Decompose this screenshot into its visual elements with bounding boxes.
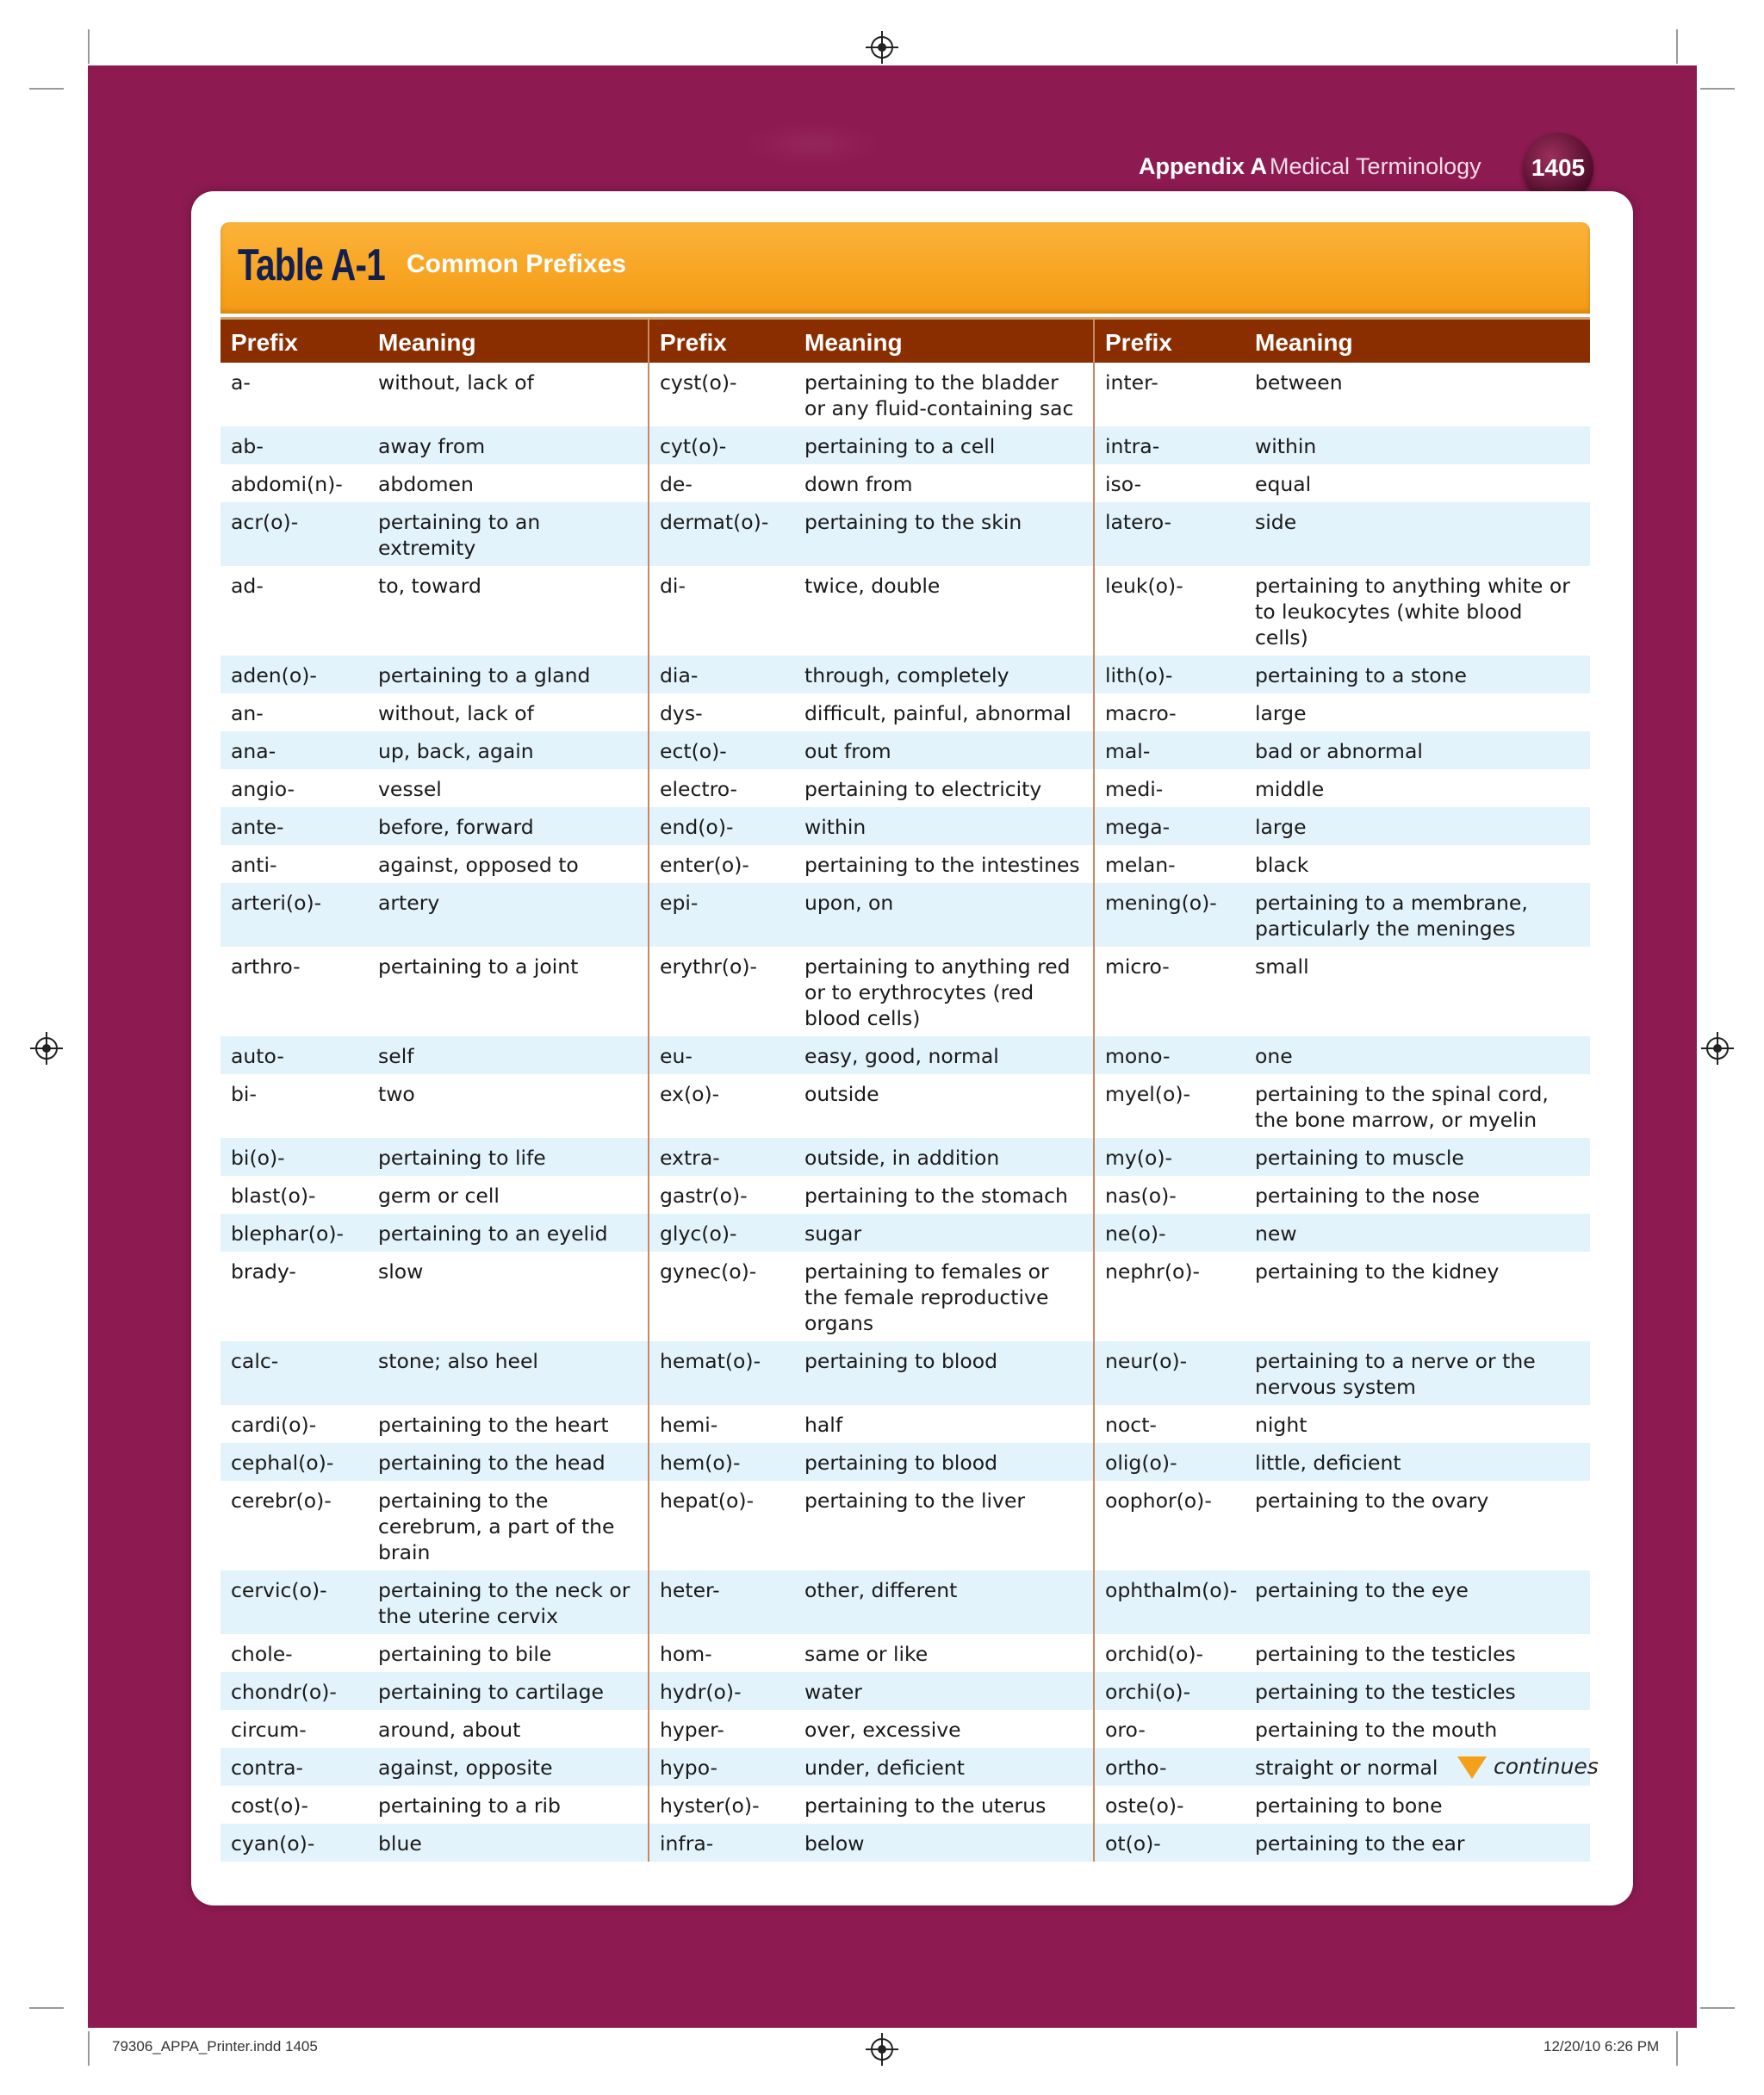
meaning-cell: away from <box>368 426 649 464</box>
prefix-cell: hem(o)- <box>649 1443 794 1481</box>
meaning-cell: upon, on <box>794 883 1094 947</box>
meaning-cell: down from <box>794 464 1094 502</box>
meaning-cell: water <box>794 1672 1094 1710</box>
meaning-cell: vessel <box>368 769 649 807</box>
meaning-cell: pertaining to cartilage <box>368 1672 649 1710</box>
meaning-cell: black <box>1245 845 1590 883</box>
meaning-cell: side <box>1245 502 1590 566</box>
prefix-cell: cerebr(o)- <box>220 1481 368 1570</box>
prefix-cell: hepat(o)- <box>649 1481 794 1570</box>
meaning-cell: pertaining to anything red or to erythrocytes (red blood cells) <box>794 947 1094 1036</box>
prefix-cell: brady- <box>220 1252 368 1341</box>
meaning-cell: abdomen <box>368 464 649 502</box>
table-row <box>220 1138 1590 1176</box>
prefix-cell: my(o)- <box>1094 1138 1245 1176</box>
prefix-cell: cyt(o)- <box>649 426 794 464</box>
meaning-cell: pertaining to blood <box>794 1443 1094 1481</box>
prefix-cell: leuk(o)- <box>1094 566 1245 656</box>
meaning-cell: between <box>1245 363 1590 426</box>
table-row <box>220 1748 1590 1786</box>
prefix-cell: mega- <box>1094 807 1245 845</box>
prefix-cell: cyan(o)- <box>220 1824 368 1862</box>
prefix-cell: bi(o)- <box>220 1138 368 1176</box>
meaning-cell: pertaining to the nose <box>1245 1176 1590 1214</box>
prefix-cell: contra- <box>220 1748 368 1786</box>
prefix-cell: bi- <box>220 1074 368 1138</box>
prefix-cell: mono- <box>1094 1036 1245 1074</box>
prefix-cell: arteri(o)- <box>220 883 368 947</box>
meaning-cell: middle <box>1245 769 1590 807</box>
meaning-cell: pertaining to blood <box>794 1341 1094 1405</box>
prefix-cell: mening(o)- <box>1094 883 1245 947</box>
prefix-cell: angio- <box>220 769 368 807</box>
prefix-cell: cyst(o)- <box>649 363 794 426</box>
prefix-cell: oro- <box>1094 1710 1245 1748</box>
meaning-cell: difficult, painful, abnormal <box>794 693 1094 731</box>
meaning-cell: pertaining to the kidney <box>1245 1252 1590 1341</box>
prefix-cell: olig(o)- <box>1094 1443 1245 1481</box>
table-row <box>220 1252 1590 1341</box>
meaning-cell: without, lack of <box>368 363 649 426</box>
column-header-meaning: Meaning <box>794 319 1094 364</box>
meaning-cell: pertaining to the ovary <box>1245 1481 1590 1570</box>
meaning-cell: pertaining to a rib <box>368 1786 649 1824</box>
table-row <box>220 1443 1590 1481</box>
prefix-cell: mal- <box>1094 731 1245 769</box>
registration-mark-icon <box>871 2038 893 2061</box>
slug-file-info: 79306_APPA_Printer.indd 1405 <box>112 2038 318 2055</box>
prefix-cell: hemi- <box>649 1405 794 1443</box>
meaning-cell: artery <box>368 883 649 947</box>
crop-mark <box>29 88 64 90</box>
meaning-cell: pertaining to the intestines <box>794 845 1094 883</box>
table-row <box>220 807 1590 845</box>
meaning-cell: pertaining to the ear <box>1245 1824 1590 1862</box>
prefix-cell: cephal(o)- <box>220 1443 368 1481</box>
prefix-cell: latero- <box>1094 502 1245 566</box>
table-row <box>220 426 1590 464</box>
prefix-cell: abdomi(n)- <box>220 464 368 502</box>
prefix-cell: aden(o)- <box>220 656 368 693</box>
table-row <box>220 1176 1590 1214</box>
meaning-cell: straight or normal <box>1245 1748 1590 1786</box>
prefix-cell: cost(o)- <box>220 1786 368 1824</box>
meaning-cell: pertaining to the uterus <box>794 1786 1094 1824</box>
table-row <box>220 363 1590 426</box>
prefix-cell: end(o)- <box>649 807 794 845</box>
table-row <box>220 845 1590 883</box>
table-row <box>220 1570 1590 1634</box>
prefix-cell: acr(o)- <box>220 502 368 566</box>
meaning-cell: pertaining to electricity <box>794 769 1094 807</box>
meaning-cell: before, forward <box>368 807 649 845</box>
meaning-cell: large <box>1245 807 1590 845</box>
prefix-cell: erythr(o)- <box>649 947 794 1036</box>
table-row <box>220 947 1590 1036</box>
prefix-cell: eu- <box>649 1036 794 1074</box>
meaning-cell: around, about <box>368 1710 649 1748</box>
prefix-cell: nephr(o)- <box>1094 1252 1245 1341</box>
table-row <box>220 693 1590 731</box>
table-row <box>220 1481 1590 1570</box>
meaning-cell: pertaining to a joint <box>368 947 649 1036</box>
prefix-cell: enter(o)- <box>649 845 794 883</box>
column-header-meaning: Meaning <box>368 319 649 364</box>
prefix-cell: dermat(o)- <box>649 502 794 566</box>
meaning-cell: to, toward <box>368 566 649 656</box>
prefix-cell: medi- <box>1094 769 1245 807</box>
prefix-cell: ana- <box>220 731 368 769</box>
prefix-cell: anti- <box>220 845 368 883</box>
prefix-cell: de- <box>649 464 794 502</box>
prefix-cell: ortho- <box>1094 1748 1245 1786</box>
slug-date: 12/20/10 6:26 PM <box>1544 2038 1660 2055</box>
prefix-cell: gynec(o)- <box>649 1252 794 1341</box>
prefix-cell: ad- <box>220 566 368 656</box>
meaning-cell: self <box>368 1036 649 1074</box>
header-appendix-label: Appendix A <box>1139 153 1268 179</box>
prefix-cell: ante- <box>220 807 368 845</box>
meaning-cell: pertaining to the bladder or any fluid-containing sac <box>794 363 1094 426</box>
prefix-table-container <box>220 317 1590 1862</box>
meaning-cell: pertaining to the skin <box>794 502 1094 566</box>
table-row <box>220 769 1590 807</box>
table-row <box>220 1074 1590 1138</box>
meaning-cell: stone; also heel <box>368 1341 649 1405</box>
meaning-cell: little, deficient <box>1245 1443 1590 1481</box>
prefix-cell: chole- <box>220 1634 368 1672</box>
meaning-cell: pertaining to life <box>368 1138 649 1176</box>
prefix-cell: macro- <box>1094 693 1245 731</box>
meaning-cell: germ or cell <box>368 1176 649 1214</box>
meaning-cell: pertaining to the cerebrum, a part of the brain <box>368 1481 649 1570</box>
meaning-cell: pertaining to bone <box>1245 1786 1590 1824</box>
meaning-cell: pertaining to an eyelid <box>368 1214 649 1252</box>
table-row <box>220 731 1590 769</box>
prefix-cell: glyc(o)- <box>649 1214 794 1252</box>
meaning-cell: pertaining to the stomach <box>794 1176 1094 1214</box>
table-row <box>220 502 1590 566</box>
meaning-cell: pertaining to the head <box>368 1443 649 1481</box>
crop-mark <box>1700 2007 1735 2009</box>
prefix-cell: dys- <box>649 693 794 731</box>
registration-mark-icon <box>35 1037 58 1060</box>
prefix-cell: orchi(o)- <box>1094 1672 1245 1710</box>
crop-mark <box>88 29 90 64</box>
prefix-cell: a- <box>220 363 368 426</box>
prefix-cell: oste(o)- <box>1094 1786 1245 1824</box>
meaning-cell: pertaining to the neck or the uterine cervix <box>368 1570 649 1634</box>
meaning-cell: half <box>794 1405 1094 1443</box>
prefix-cell: inter- <box>1094 363 1245 426</box>
prefix-cell: blephar(o)- <box>220 1214 368 1252</box>
meaning-cell: pertaining to the liver <box>794 1481 1094 1570</box>
meaning-cell: easy, good, normal <box>794 1036 1094 1074</box>
meaning-cell: one <box>1245 1036 1590 1074</box>
table-row <box>220 1341 1590 1405</box>
table-row <box>220 1405 1590 1443</box>
table-row <box>220 883 1590 947</box>
column-header-prefix: Prefix <box>220 319 368 364</box>
meaning-cell: night <box>1245 1405 1590 1443</box>
meaning-cell: slow <box>368 1252 649 1341</box>
registration-mark-icon <box>871 36 893 59</box>
table-row <box>220 1672 1590 1710</box>
prefix-cell: calc- <box>220 1341 368 1405</box>
meaning-cell: pertaining to a stone <box>1245 656 1590 693</box>
continue-arrow-icon <box>1457 1756 1487 1779</box>
meaning-cell: pertaining to the spinal cord, the bone marrow, or myelin <box>1245 1074 1590 1138</box>
table-header-row <box>220 319 1590 364</box>
prefix-cell: hom- <box>649 1634 794 1672</box>
meaning-cell: through, completely <box>794 656 1094 693</box>
table-row <box>220 656 1590 693</box>
table-row <box>220 1710 1590 1748</box>
meaning-cell: pertaining to the testicles <box>1245 1672 1590 1710</box>
meaning-cell: other, different <box>794 1570 1094 1634</box>
meaning-cell: pertaining to a cell <box>794 426 1094 464</box>
meaning-cell: pertaining to the eye <box>1245 1570 1590 1634</box>
prefix-cell: hyster(o)- <box>649 1786 794 1824</box>
meaning-cell: new <box>1245 1214 1590 1252</box>
meaning-cell: pertaining to females or the female reproductive organs <box>794 1252 1094 1341</box>
meaning-cell: within <box>794 807 1094 845</box>
meaning-cell: under, deficient <box>794 1748 1094 1786</box>
prefix-cell: ne(o)- <box>1094 1214 1245 1252</box>
prefix-cell: hyper- <box>649 1710 794 1748</box>
table-body <box>220 363 1590 1862</box>
crop-mark <box>1700 88 1735 90</box>
meaning-cell: bad or abnormal <box>1245 731 1590 769</box>
prefix-cell: neur(o)- <box>1094 1341 1245 1405</box>
meaning-cell: out from <box>794 731 1094 769</box>
meaning-cell: twice, double <box>794 566 1094 656</box>
prefix-cell: arthro- <box>220 947 368 1036</box>
prefix-cell: auto- <box>220 1036 368 1074</box>
meaning-cell: blue <box>368 1824 649 1862</box>
meaning-cell: against, opposed to <box>368 845 649 883</box>
header-topic: Medical Terminology <box>1270 153 1481 179</box>
table-row <box>220 464 1590 502</box>
meaning-cell: pertaining to the heart <box>368 1405 649 1443</box>
prefix-cell: gastr(o)- <box>649 1176 794 1214</box>
column-header-meaning: Meaning <box>1245 319 1590 364</box>
prefix-cell: an- <box>220 693 368 731</box>
prefix-cell: oophor(o)- <box>1094 1481 1245 1570</box>
meaning-cell: pertaining to a nerve or the nervous system <box>1245 1341 1590 1405</box>
crop-mark <box>29 2007 64 2009</box>
meaning-cell: pertaining to the mouth <box>1245 1710 1590 1748</box>
meaning-cell: same or like <box>794 1634 1094 1672</box>
prefix-cell: iso- <box>1094 464 1245 502</box>
table-row <box>220 1786 1590 1824</box>
prefix-cell: ect(o)- <box>649 731 794 769</box>
prefix-cell: cervic(o)- <box>220 1570 368 1634</box>
prefix-cell: ot(o)- <box>1094 1824 1245 1862</box>
table-row <box>220 566 1590 656</box>
prefix-cell: electro- <box>649 769 794 807</box>
prefix-cell: lith(o)- <box>1094 656 1245 693</box>
crop-mark <box>88 2031 90 2066</box>
prefix-cell: infra- <box>649 1824 794 1862</box>
meaning-cell: equal <box>1245 464 1590 502</box>
prefix-cell: heter- <box>649 1570 794 1634</box>
prefix-cell: micro- <box>1094 947 1245 1036</box>
prefix-cell: extra- <box>649 1138 794 1176</box>
page-number-badge: 1405 <box>1523 133 1593 203</box>
registration-mark-icon <box>1706 1037 1729 1060</box>
prefix-cell: ophthalm(o)- <box>1094 1570 1245 1634</box>
prefix-cell: nas(o)- <box>1094 1176 1245 1214</box>
meaning-cell: pertaining to an extremity <box>368 502 649 566</box>
meaning-cell: pertaining to a gland <box>368 656 649 693</box>
prefix-cell: chondr(o)- <box>220 1672 368 1710</box>
meaning-cell: against, opposite <box>368 1748 649 1786</box>
crop-mark <box>1676 29 1678 64</box>
meaning-cell: pertaining to the testicles <box>1245 1634 1590 1672</box>
table-row <box>220 1036 1590 1074</box>
prefix-cell: ab- <box>220 426 368 464</box>
continues-label: continues <box>1494 1754 1599 1779</box>
meaning-cell: pertaining to a membrane, particularly the meninges <box>1245 883 1590 947</box>
prefix-cell: di- <box>649 566 794 656</box>
prefix-cell: intra- <box>1094 426 1245 464</box>
prefix-cell: dia- <box>649 656 794 693</box>
prefix-table <box>220 317 1590 1862</box>
meaning-cell: within <box>1245 426 1590 464</box>
crop-mark <box>1676 2031 1678 2066</box>
prefix-cell: melan- <box>1094 845 1245 883</box>
meaning-cell: small <box>1245 947 1590 1036</box>
table-row <box>220 1824 1590 1862</box>
column-header-prefix: Prefix <box>649 319 794 364</box>
continues-indicator <box>1457 1754 1599 1779</box>
prefix-cell: cardi(o)- <box>220 1405 368 1443</box>
table-row <box>220 1214 1590 1252</box>
meaning-cell: sugar <box>794 1214 1094 1252</box>
meaning-cell: large <box>1245 693 1590 731</box>
meaning-cell: two <box>368 1074 649 1138</box>
prefix-cell: blast(o)- <box>220 1176 368 1214</box>
prefix-cell: circum- <box>220 1710 368 1748</box>
prefix-cell: orchid(o)- <box>1094 1634 1245 1672</box>
meaning-cell: pertaining to muscle <box>1245 1138 1590 1176</box>
prefix-cell: epi- <box>649 883 794 947</box>
prefix-cell: hemat(o)- <box>649 1341 794 1405</box>
column-header-prefix: Prefix <box>1094 319 1245 364</box>
prefix-cell: hypo- <box>649 1748 794 1786</box>
prefix-cell: ex(o)- <box>649 1074 794 1138</box>
table-subtitle: Common Prefixes <box>407 250 627 278</box>
meaning-cell: up, back, again <box>368 731 649 769</box>
meaning-cell: over, excessive <box>794 1710 1094 1748</box>
meaning-cell: pertaining to bile <box>368 1634 649 1672</box>
prefix-cell: noct- <box>1094 1405 1245 1443</box>
prefix-cell: hydr(o)- <box>649 1672 794 1710</box>
meaning-cell: below <box>794 1824 1094 1862</box>
meaning-cell: outside, in addition <box>794 1138 1094 1176</box>
table-title: Table A-1 <box>238 240 386 290</box>
meaning-cell: pertaining to anything white or to leukocytes (white blood cells) <box>1245 566 1590 656</box>
prefix-cell: myel(o)- <box>1094 1074 1245 1138</box>
meaning-cell: without, lack of <box>368 693 649 731</box>
meaning-cell: outside <box>794 1074 1094 1138</box>
table-row <box>220 1634 1590 1672</box>
